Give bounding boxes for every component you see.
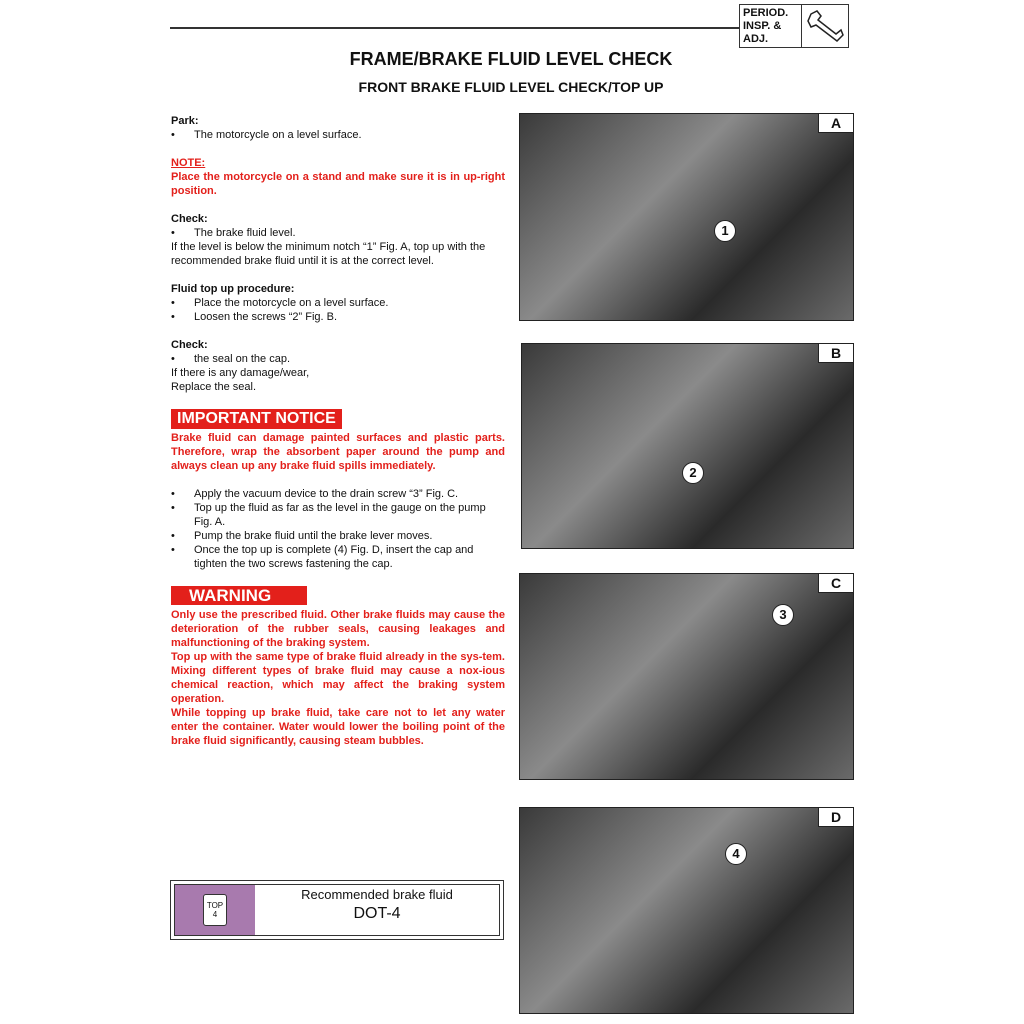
wrench-icon [802,5,848,47]
paragraph: If the level is below the minimum notch “1” Fig. A, top up with the recommended brake fluid until it is at the correct level. [171,241,486,267]
check-seal-section: Check: • the seal on the cap. If there is any damage/wear, Replace the seal. [171,338,505,394]
check-section: Check: • The brake fluid level. If the level is below the minimum notch “1” Fig. A, top up with the recommended brake fluid until it is at the correct level. [171,212,505,268]
paragraph: If there is any damage/wear, [171,367,310,379]
callout-marker: 4 [725,843,747,865]
tag-line: PERIOD. [743,7,789,19]
section-tag [739,4,849,48]
bullet-text: Apply the vacuum device to the drain screw “3” Fig. C. [194,488,459,500]
bullet-text: Pump the brake fluid until the brake lever moves. [194,530,433,542]
bullet-text: The brake fluid level. [194,227,296,239]
figure-label: C [818,574,853,593]
recommended-fluid-box [170,880,504,940]
note-text: Place the motorcycle on a stand and make sure it is in up-right position. [171,171,505,197]
bullet-text: Top up the fluid as far as the level in the gauge on the pump Fig. A. [194,502,486,528]
procedure-section: Fluid top up procedure: • Place the motorcycle on a level surface. • Loosen the screws “2” Fig. B. [171,282,505,324]
important-notice [171,409,505,473]
warning-text: Top up with the same type of brake fluid already in the sys-tem. Mixing different types of brake fluid may cause a nox-ious chemical reaction, which may affect the braking system operation. [171,651,505,705]
recommended-value: DOT-4 [353,905,401,922]
figure-a-photo [519,113,854,321]
heading: Check: [171,339,208,351]
bullet-text: Once the top up is complete (4) Fig. D, insert the cap and tighten the two screws fastening the cap. [194,544,474,570]
figure-c-photo [519,573,854,780]
heading: Fluid top up procedure: [171,283,295,295]
figure-b-photo [521,343,854,549]
bullet-text: The motorcycle on a level surface. [194,129,362,141]
tag-line: ADJ. [743,33,769,45]
important-banner: IMPORTANT NOTICE [171,409,342,429]
page-title: FRAME/BRAKE FLUID LEVEL CHECK [349,49,673,69]
figure-d-photo [519,807,854,1014]
warning-banner: WARNING [171,586,307,605]
important-text: Brake fluid can damage painted surfaces and plastic parts. Therefore, wrap the absorbent paper around the pump and always clean up any brake fluid spills immediately. [171,432,505,472]
page-subtitle: FRONT BRAKE FLUID LEVEL CHECK/TOP UP [358,79,664,95]
recommended-label: Recommended brake fluid [301,887,453,902]
warning-text: While topping up brake fluid, take care not to let any water enter the container. Water would lower the boiling point of the brake fluid significantly, causing steam bubbles. [171,707,505,747]
tag-line: INSP. & [743,20,782,32]
heading: Park: [171,115,199,127]
callout-marker: 3 [772,604,794,626]
heading: Check: [171,213,208,225]
figure-label: B [818,344,853,363]
callout-marker: 1 [714,220,736,242]
note-heading: NOTE: [171,157,206,169]
warning-text: Only use the prescribed fluid. Other brake fluids may cause the deterioration of the rubber seals, causing leakages and malfunctioning of the braking system. [171,609,505,649]
paragraph: Replace the seal. [171,381,256,393]
bullet-text: Loosen the screws “2” Fig. B. [194,311,338,323]
park-section: Park: • The motorcycle on a level surface. [171,114,505,142]
icon-text: TOP [206,901,224,910]
bullet-text: Place the motorcycle on a level surface. [194,297,389,309]
figure-label: A [818,114,853,133]
steps-list: • Apply the vacuum device to the drain screw “3” Fig. C. • Top up the fluid as far as the level in the gauge on the pump Fig. A. • Pump the brake fluid until the brake lever moves. • Once the top up is complete (4) Fig. D, insert the cap and tighten the two screws fastening the cap. [171,487,505,571]
fluid-bottle-icon [175,885,255,935]
icon-text: 4 [212,910,218,919]
warning-section [171,586,505,748]
callout-marker: 2 [682,462,704,484]
figure-label: D [818,808,853,827]
bullet-text: the seal on the cap. [194,353,291,365]
header-rule [170,27,740,29]
note-section [171,156,505,198]
